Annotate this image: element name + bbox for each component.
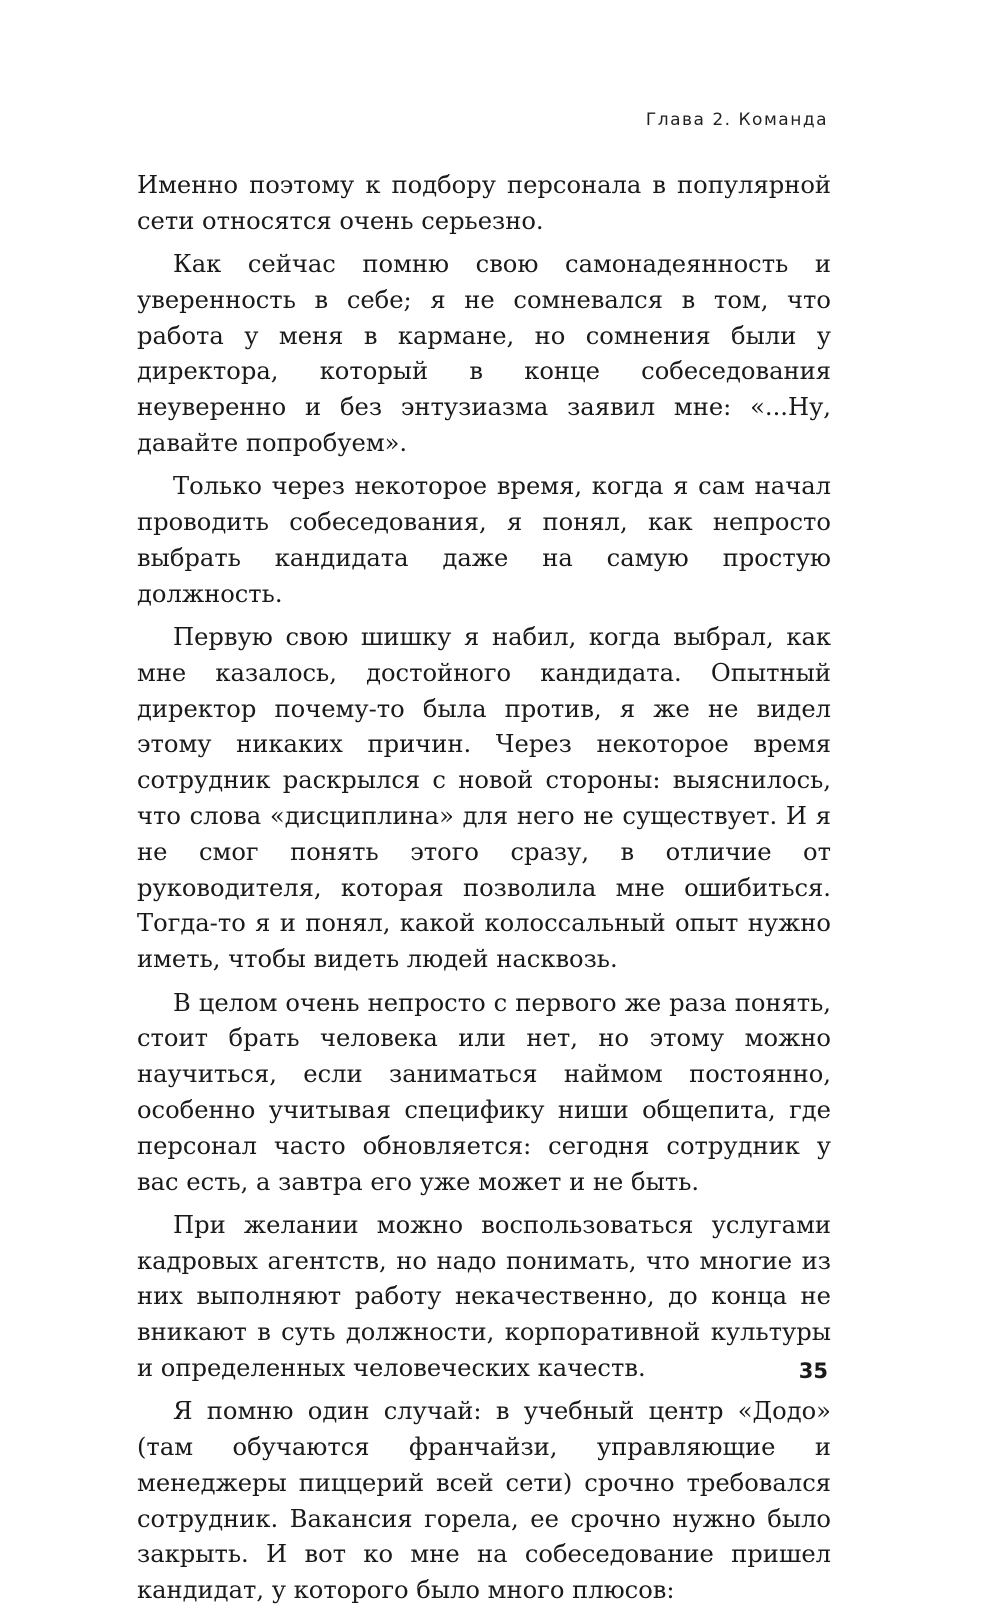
paragraph-5: В целом очень непросто с первого же раза понять, стоит брать человека или нет, но этому можно научиться, если заниматься наймом постоянно, особенно учитывая специфику ниши общепита, где персонал часто обновляется: сегодня сотрудник у вас есть, а завтра его уже может и не быть.	[137, 988, 831, 1196]
paragraph-2: Как сейчас помню свою самонадеянность и уверенность в себе; я не сомневался в том, что работа у меня в кармане, но сомнения были у директора, который в конце собеседования неуверенно и без энтузиазма заявил мне: «...Ну, давайте попробуем».	[137, 250, 831, 458]
paragraph-6: При желании можно воспользоваться услугами кадровых агентств, но надо понимать, что многие из них выполняют работу некачественно, до конца не вникают в суть должности, корпоративной культуры и определенных человеческих качеств.	[137, 1210, 831, 1382]
body-text	[137, 168, 831, 1609]
page-number: 35	[798, 1359, 828, 1383]
paragraph-4: Первую свою шишку я набил, когда выбрал, как мне казалось, достойного кандидата. Опытный директор почему-то была против, я же не видел этому никаких причин. Через некоторое время сотрудник раскрылся с новой стороны: выяснилось, что слова «дисциплина» для него не существует. И я не смог понять этого сразу, в отличие от руководителя, которая позволила мне ошибиться. Тогда-то я и понял, какой колоссальный опыт нужно иметь, чтобы видеть людей насквозь.	[137, 623, 831, 974]
paragraph-1: Именно поэтому к подбору персонала в популярной сети относятся очень серьезно.	[137, 171, 831, 235]
paragraph-7: Я помню один случай: в учебный центр «Додо» (там обучаются франчайзи, управляющие и менеджеры пиццерий всей сети) срочно требовался сотрудник. Вакансия горела, ее срочно нужно было закрыть. И вот ко мне на собеседование пришел кандидат, у которого было много плюсов:	[137, 1397, 831, 1605]
paragraph-3: Только через некоторое время, когда я сам начал проводить собеседования, я понял, как непросто выбрать кандидата даже на самую простую должность.	[137, 472, 831, 608]
running-header: Глава 2. Команда	[645, 110, 828, 130]
